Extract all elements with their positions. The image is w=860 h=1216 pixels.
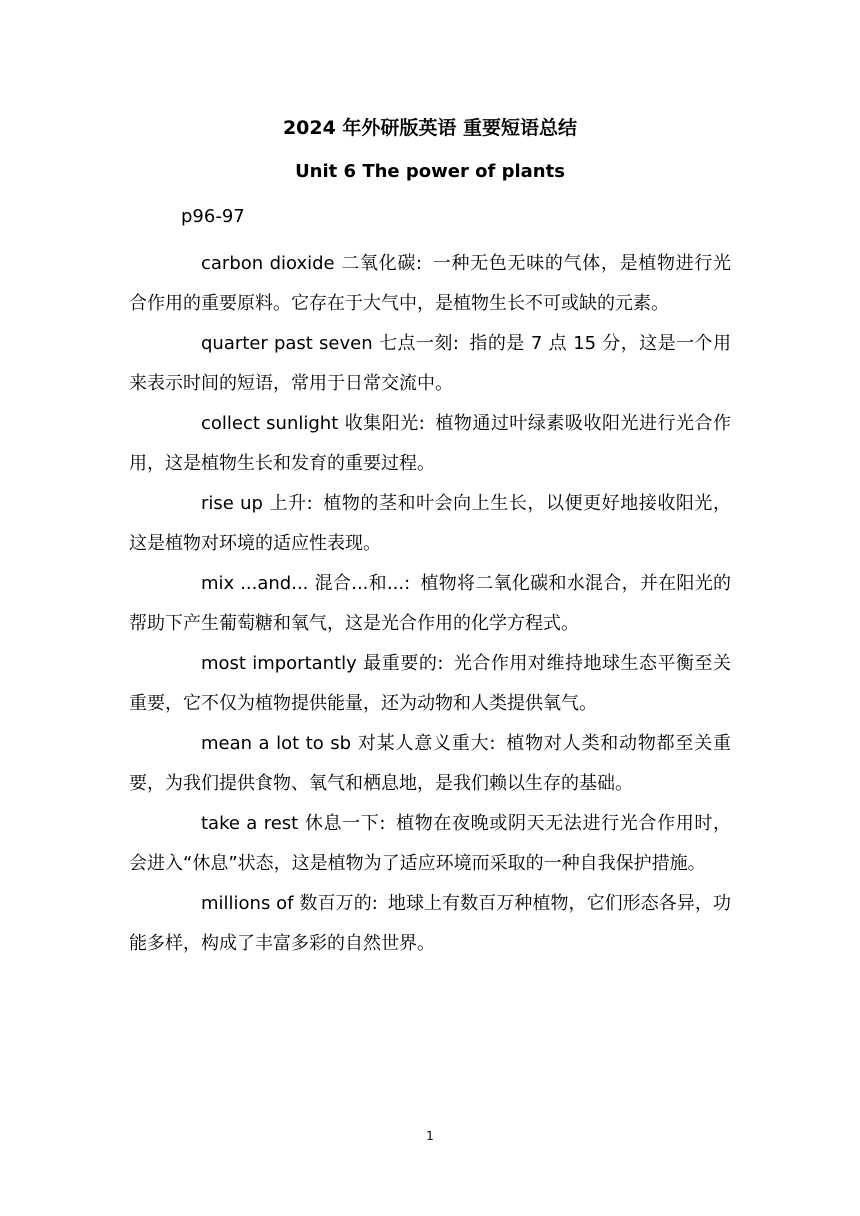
phrase-entry — [129, 724, 731, 804]
phrase-description: 植物对人类和动物都至关重要，为我们提供食物、氧气和栖息地，是我们赖以生存的基础。 — [129, 733, 731, 794]
phrase-gloss: 数百万的: — [299, 893, 378, 914]
phrase-term: most importantly — [201, 653, 357, 674]
phrase-term: millions of — [201, 893, 294, 914]
page-range-label: p96-97 — [181, 206, 245, 227]
phrase-gloss: 收集阳光: — [344, 413, 425, 434]
phrase-entry — [129, 564, 731, 644]
phrase-description: 植物通过叶绿素吸收阳光进行光合作用，这是植物生长和发育的重要过程。 — [129, 413, 731, 474]
phrase-term: take a rest — [201, 813, 299, 834]
phrase-gloss: 上升: — [268, 493, 313, 514]
phrase-gloss: 二氧化碳: — [340, 253, 423, 274]
phrase-gloss: 最重要的: — [362, 653, 444, 674]
phrase-description: 一种无色无味的气体，是植物进行光合作用的重要原料。它存在于大气中，是植物生长不可或缺的元素。 — [129, 253, 732, 314]
phrase-term: mean a lot to sb — [201, 733, 352, 754]
phrase-list — [129, 244, 731, 964]
page-number: 1 — [426, 1129, 434, 1143]
phrase-term: rise up — [201, 493, 263, 514]
phrase-gloss: 对某人意义重大: — [357, 733, 496, 754]
unit-subtitle: Unit 6 The power of plants — [295, 161, 565, 182]
page-title: 2024 年外研版英语 重要短语总结 — [282, 117, 578, 139]
phrase-description: 植物将二氧化碳和水混合，并在阳光的帮助下产生葡萄糖和氧气，这是光合作用的化学方程式。 — [129, 573, 731, 634]
phrase-description: 指的是 7 点 15 分，这是一个用来表示时间的短语，常用于日常交流中。 — [129, 333, 731, 394]
phrase-description: 植物在夜晚或阴天无法进行光合作用时，会进入“休息”状态，这是植物为了适应环境而采取的一种自我保护措施。 — [129, 813, 731, 874]
phrase-gloss: 混合...和...: — [314, 573, 411, 594]
phrase-gloss: 七点一刻: — [378, 333, 459, 354]
phrase-term: carbon dioxide — [201, 253, 335, 274]
phrase-entry — [129, 324, 731, 404]
phrase-entry — [129, 484, 731, 564]
phrase-gloss: 休息一下: — [304, 813, 386, 834]
phrase-term: collect sunlight — [201, 413, 339, 434]
phrase-description: 植物的茎和叶会向上生长，以便更好地接收阳光，这是植物对环境的适应性表现。 — [129, 493, 731, 554]
phrase-entry — [129, 244, 731, 324]
phrase-term: mix ...and... — [201, 573, 309, 594]
phrase-entry — [129, 884, 731, 964]
phrase-entry — [129, 404, 731, 484]
phrase-description: 光合作用对维持地球生态平衡至关重要，它不仅为植物提供能量，还为动物和人类提供氧气。 — [129, 653, 731, 714]
phrase-entry — [129, 804, 731, 884]
phrase-term: quarter past seven — [201, 333, 373, 354]
phrase-entry — [129, 644, 731, 724]
phrase-description: 地球上有数百万种植物，它们形态各异，功能多样，构成了丰富多彩的自然世界。 — [129, 893, 731, 954]
